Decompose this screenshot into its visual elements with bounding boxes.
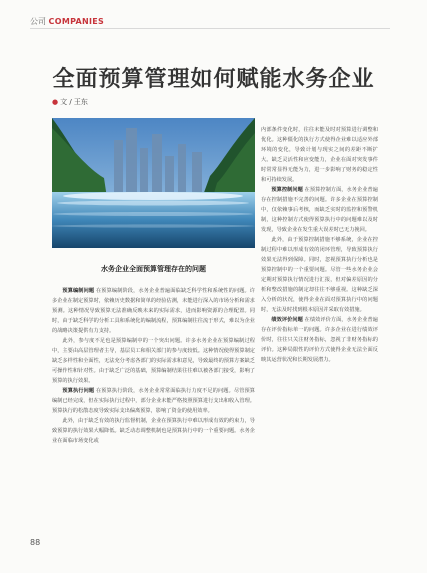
paragraph <box>261 185 378 235</box>
paragraph-keyword: 预算控制问题 <box>271 187 303 193</box>
page-number: 88 <box>30 538 41 547</box>
paragraph-text: 在绩效评价方面，水务企业普遍存在评价指标单一的问题。许多企业在进行绩效评价时，往往只关注财务指标，忽视了非财务指标的评价。这种局限性的评价方式使得企业无法全面反映其运营状况和长期发展潜力。 <box>261 317 378 363</box>
paragraph <box>261 125 378 185</box>
right-column <box>261 125 378 545</box>
paragraph <box>52 386 255 416</box>
paragraph <box>52 336 255 386</box>
left-column <box>52 286 255 536</box>
paragraph <box>52 416 255 446</box>
section-heading: 水务企业全面预算管理存在的问题 <box>101 265 206 273</box>
author: 文 / 王东 <box>60 98 88 106</box>
paragraph-text: 在预算执行阶段，水务企业常常面临执行力度不足的问题。尽管预算编制已经完成，但在实际执行过程中，部分企业未能严格按照预算进行支出和收入管理。预算执行的松散态度导致实际支出偏离预算，影响了资金的使用效率。 <box>52 388 255 414</box>
paragraph-text: 在预算编制阶段，水务企业普遍面临缺乏科学性和系统性的问题。许多企业在制定预算时，依赖历史数据和简单的经验估测，未能进行深入的市场分析和需求预测。这种情况导致预算无法准确反映未来的实际需求，进而影响资源的合理配置。同时，由于缺乏科学的分析工具和系统化的编制流程，预算编制往往流于形式，难以为企业的战略决策提供有力支持。 <box>52 288 255 334</box>
paragraph-keyword: 预算执行问题 <box>62 388 95 394</box>
city-fountain-photo <box>52 118 255 248</box>
section-header <box>30 16 104 27</box>
header-cn: 公司 <box>30 17 46 26</box>
paragraph <box>261 235 378 315</box>
paragraph-keyword: 预算编制问题 <box>62 288 95 294</box>
paragraph-text: 此外，参与度不足也是预算编制中的一个突出问题。许多水务企业在预算编制过程中，主要由高层管理者主导，基层员工和相关部门的参与度较低。这种情况使得预算制定缺乏多样性和全面性，无法充分考虑各部门的实际需求和意见，导致最终的预算方案缺乏可操作性和针对性。由于缺乏广泛的基础，预算编制结果往往难以被各部门接受，影响了预算的执行效果。 <box>52 338 255 384</box>
paragraph-text: 此外，由于预算控制措施不够系统，企业在控制过程中难以形成有效的闭环管理，导致预算执行效果无法得到保障。同时，忽视预算执行分析也是预算控制中的一个重要问题。尽管一些水务企业会定期对预算执行情况进行汇报，但对偏差原因的分析和整改措施的制定却往往不够重视。这种缺乏深入分析的状况，使得企业在面对预算执行中的问题时，无法及时找到根本原因并采取有效措施。 <box>261 237 378 313</box>
bullet-icon: ● <box>52 98 59 106</box>
paragraph-keyword: 绩效评价问题 <box>271 317 303 323</box>
city-fountain-illustration <box>52 118 255 248</box>
paragraph <box>261 315 378 365</box>
paragraph-text: 在预算控制方面，水务企业普遍存在控制措施不完善的问题。许多企业在预算控制中，仅依赖事后考核，而缺乏实时的监控和预警机制，这种控制方式使得预算执行中的问题难以及时发现，导致企业在发生重大误差时已无力挽回。 <box>261 187 378 233</box>
article-title: 全面预算管理如何赋能水务企业 <box>52 67 375 92</box>
paragraph <box>52 286 255 336</box>
byline <box>52 97 88 107</box>
paragraph-text: 内部条件变化时，往往未能及时对预算进行调整和优化。这种僵化的执行方式使得企业难以适应外部环境的变化，导致计划与现实之间的差距不断扩大。缺乏灵活性和应变能力，企业在面对突发事件时常常显得无能为力，进一步影响了财务的稳定性和可持续发展。 <box>261 127 378 183</box>
paragraph-text: 此外，由于缺乏有效的执行监督机制，企业在预算执行中难以形成有效的约束力，导致预算的执行效果大幅降低。缺乏动态调整机制也是预算执行中的一个重要问题。水务企业在面临市场变化或 <box>52 418 255 444</box>
header-en: COMPANIES <box>48 17 105 26</box>
header-divider <box>30 28 390 29</box>
